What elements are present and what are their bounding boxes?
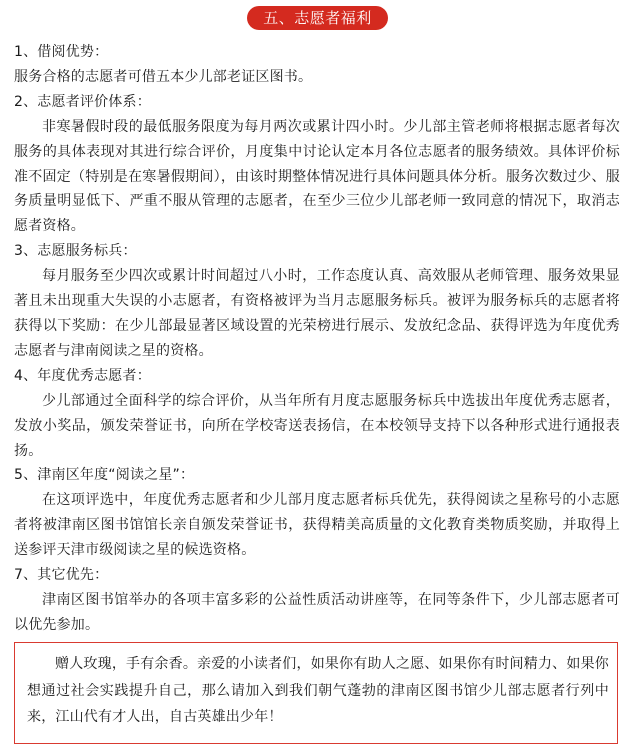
closing-text: 赠人玫瑰，手有余香。亲爱的小读者们，如果你有助人之愿、如果你有时间精力、如果你想通过社会实践提升自己，那么请加入到我们朝气蓬勃的津南区图书馆少儿部志愿者行列中来，江山代有才人出，自古英雄出少年！ [27, 656, 609, 725]
section-heading: 4、年度优秀志愿者： [14, 367, 151, 384]
section-heading: 7、其它优先： [14, 567, 109, 584]
closing-box [14, 642, 618, 744]
section-body: 每月服务至少四次或累计时间超过八小时，工作态度认真、高效服从老师管理、服务效果显著且未出现重大失误的小志愿者，有资格被评为当月志愿服务标兵。被评为服务标兵的志愿者将获得以下奖励：在少儿部最显著区域设置的光荣榜进行展示、发放纪念品、获得评选为年度优秀志愿者与津南阅读之星的资格。 [14, 268, 620, 359]
section-heading: 5、津南区年度“阅读之星”： [14, 467, 195, 484]
section-body: 非寒暑假时段的最低服务限度为每月两次或累计四小时。少儿部主管老师将根据志愿者每次服务的具体表现对其进行综合评价，月度集中讨论认定本月各位志愿者的服务绩效。具体评价标准不固定（特别是在寒暑假期间），由该时期整体情况进行具体问题具体分析。服务次数过少、服务质量明显低下、严重不服从管理的志愿者，在至少三位少儿部老师一致同意的情况下，取消志愿者资格。 [14, 118, 620, 235]
section-body: 在这项评选中，年度优秀志愿者和少儿部月度志愿者标兵优先，获得阅读之星称号的小志愿者将被津南区图书馆馆长亲自颁发荣誉证书，获得精美高质量的文化教育类物质奖励，并取得上送参评天津市级阅读之星的候选资格。 [14, 492, 620, 559]
section-body: 服务合格的志愿者可借五本少儿部老证区图书。 [14, 68, 313, 85]
section-heading: 3、志愿服务标兵： [14, 243, 137, 260]
section-title-wrap [0, 6, 635, 30]
section-heading: 2、志愿者评价体系： [14, 93, 151, 110]
section-heading: 1、借阅优势： [14, 44, 109, 60]
benefits-content [14, 40, 620, 638]
section-body: 少儿部通过全面科学的综合评价，从当年所有月度志愿服务标兵中选拔出年度优秀志愿者，发放小奖品，颁发荣誉证书，向所在学校寄送表扬信，在本校领导支持下以各种形式进行通报表扬。 [14, 392, 620, 459]
section-body: 津南区图书馆举办的各项丰富多彩的公益性质活动讲座等，在同等条件下，少儿部志愿者可以优先参加。 [14, 591, 620, 633]
section-title: 五、志愿者福利 [247, 6, 388, 30]
